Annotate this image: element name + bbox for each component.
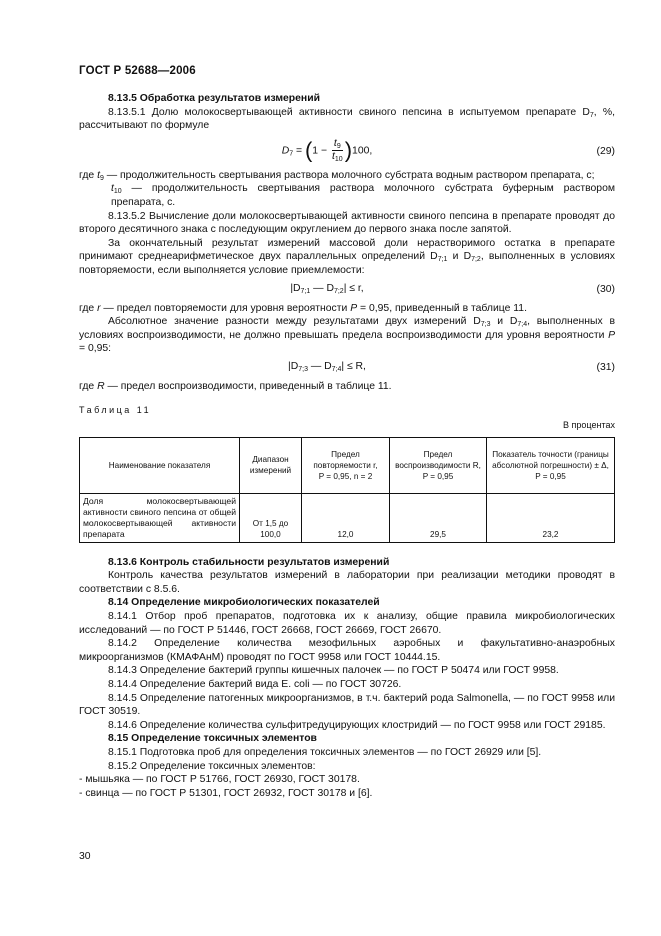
cell-range: От 1,5 до 100,0 [240, 493, 302, 542]
fraction-t9-t10: $\frac{t_9}{t_{10}}$ [331, 137, 343, 163]
col-header-accuracy: Показатель точности (границы абсолютной погрешности) ± Δ, P = 0,95 [487, 437, 615, 493]
formula-29-expression: $D_7 = (1$ − $\frac{t_9}{t_{10}}$ )100, [281, 137, 373, 163]
equation-number-29: (29) [596, 145, 615, 157]
formula-30 [79, 282, 615, 298]
list-item-lead: - свинца — по ГОСТ Р 51301, ГОСТ 26932, ГОСТ 30178 и [6]. [79, 787, 373, 799]
paragraph-8-14-2: 8.14.2 Определение количества мезофильных аэробных и факультативно-анаэробных микроорганизмов (КМАФАнМ) проводят по ГОСТ 9958 или ГОСТ 10444.15. [79, 638, 615, 663]
col-header-repeatability: Предел повторяемости r, P = 0,95, n = 2 [302, 437, 390, 493]
heading-8-15: 8.15 Определение токсичных элементов [108, 733, 317, 745]
table-row [80, 493, 615, 542]
equation-number-30: (30) [596, 283, 615, 295]
paragraph-8-13-5-2: 8.13.5.2 Вычисление доли молокосвертывающей активности свиного пепсина в препарате проводят до второго десятичного знака с последующим округлением до первого знака после запятой. [79, 210, 615, 236]
paragraph-8-14-1: 8.14.1 Отбор проб препаратов, подготовка их к анализу, общие правила микробиологических исследований — по ГОСТ Р 51446, ГОСТ 26668, ГОСТ 26669, ГОСТ 26670. [79, 611, 615, 636]
list-item-arsenic: - мышьяка — по ГОСТ Р 51766, ГОСТ 26930, ГОСТ 30178. [79, 774, 360, 786]
paragraph-8-15-2: 8.15.2 Определение токсичных элементов: [108, 760, 316, 772]
col-header-reproducibility: Предел воспроизводимости R, P = 0,95 [390, 437, 487, 493]
standard-code-header: ГОСТ Р 52688—2006 [79, 65, 196, 77]
paragraph-8-15-1: 8.15.1 Подготовка проб для определения токсичных элементов — по ГОСТ 26929 или [5]. [108, 747, 542, 758]
table-11-title: Таблица 11 [79, 404, 152, 415]
paragraph-8-14-4: 8.14.4 Определение бактерий вида E. coli — по ГОСТ 30726. [108, 679, 402, 691]
col-header-name: Наименование показателя [80, 437, 240, 493]
table-11-units: В процентах [563, 420, 615, 431]
where-t10: $t_{10}$ — продолжительность свертывания раствора молочного субстрата буферным раствором препарата, с. [111, 183, 615, 208]
page-content [79, 92, 615, 800]
paragraph-reproducibility: Абсолютное значение разности между результатами двух измерений $D_{7;3}$ и $D_{7;4}$, выполненных в условиях воспроизводимости, не должно превышать предела воспроизводимости для уровня вероятности P = 0,95: [79, 316, 615, 355]
heading-8-14: 8.14 Определение микробиологических показателей [108, 597, 380, 609]
cell-repeatability: 12,0 [302, 493, 390, 542]
paragraph-8-14-6: 8.14.6 Определение количества сульфитредуцирующих клостридий — по ГОСТ 9958 или ГОСТ 29185. [108, 719, 606, 731]
page-number: 30 [79, 851, 91, 862]
table-11 [79, 437, 615, 543]
equation-number-31: (31) [596, 362, 615, 374]
where-r: где r — предел повторяемости для уровня вероятности P = 0,95, приведенный в таблице 11. [79, 302, 527, 314]
heading-8-13-6: 8.13.6 Контроль стабильности результатов измерений [108, 556, 390, 568]
where-R: где R — предел воспроизводимости, приведенный в таблице 11. [79, 380, 392, 392]
cell-indicator-name: Доля молокосвертывающей активности свиного пепсина от общей молокосвертывающей активности препарата [80, 493, 240, 542]
heading-8-13-5: 8.13.5 Обработка результатов измерений [108, 93, 320, 104]
col-header-range: Диапазон измерений [240, 437, 302, 493]
formula-31 [79, 360, 615, 376]
formula-31-expression: $|D_{7;3}$ — $D_{7;4}| \le R$, [288, 360, 366, 373]
paragraph-8-13-6: Контроль качества результатов измерений в лаборатории при реализации методики проводят в соответствии с 8.5.6. [79, 570, 615, 595]
table-header-row [80, 437, 615, 493]
formula-30-expression: $|D_{7;1}$ — $D_{7;2}| \le r$, [290, 282, 364, 295]
paragraph-8-14-5: 8.14.5 Определение патогенных микроорганизмов, в т.ч. бактерий рода Salmonella, — по ГОСТ 9958 или ГОСТ 30519. [79, 692, 615, 718]
paragraph-final-result: За окончательный результат измерений массовой доли нерастворимого остатка в препарате принимают среднеарифметическое двух параллельных определений $D_{7;1}$ и $D_{7;2}$, выполненных в условиях повторяемости, если выполняется условие приемлемости: [79, 237, 615, 276]
paragraph-8-14-3: 8.14.3 Определение бактерий группы кишечных палочек — по ГОСТ Р 50474 или ГОСТ 9958. [108, 665, 559, 677]
paragraph-8-13-5-1: 8.13.5.1 Долю молокосвертывающей активности свиного пепсина в испытуемом препарате $D_7$, %, рассчитывают по формуле [79, 106, 615, 132]
where-t9: где $t_9$ — продолжительность свертывания раствора молочного субстрата водным раствором препарата, с; [79, 169, 595, 182]
formula-29 [79, 138, 615, 166]
cell-accuracy: 23,2 [487, 493, 615, 542]
cell-reproducibility: 29,5 [390, 493, 487, 542]
